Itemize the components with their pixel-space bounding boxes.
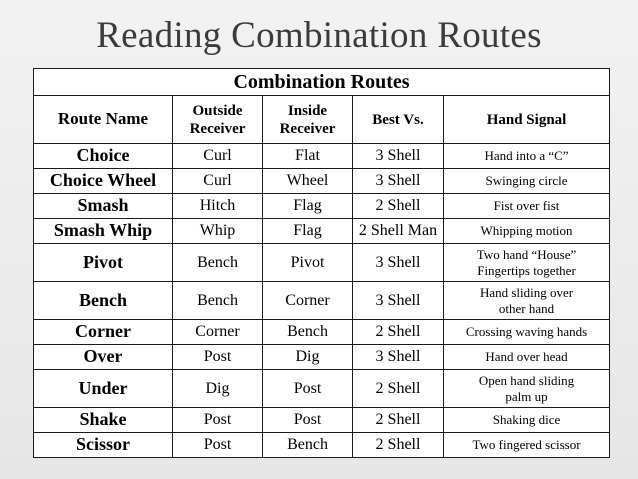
table-row (34, 244, 610, 282)
route-name-cell: Choice (34, 144, 173, 169)
route-name-cell: Bench (34, 282, 173, 320)
header-best-vs: Best Vs. (353, 96, 444, 144)
table-row (34, 433, 610, 458)
route-name-cell: Shake (34, 408, 173, 433)
inside-receiver-cell: Flat (263, 144, 353, 169)
inside-receiver-cell: Post (263, 370, 353, 408)
hand-signal-line: Fist over fist (493, 198, 560, 214)
table-caption: Combination Routes (34, 69, 610, 96)
hand-signal-cell (444, 244, 610, 282)
hand-signal-cell (444, 169, 610, 194)
hand-signal-line: Hand sliding over (479, 284, 574, 300)
route-rows (34, 144, 610, 458)
inside-receiver-cell: Wheel (263, 169, 353, 194)
slide-title: Reading Combination Routes (96, 15, 542, 56)
header-inside-line-2: Receiver (279, 120, 336, 137)
hand-signal-cell (444, 219, 610, 244)
hand-signal-line: Two hand “House” (476, 246, 577, 262)
inside-receiver-cell: Dig (263, 345, 353, 370)
best-vs-cell: 3 Shell (353, 244, 444, 282)
header-inside-line-1: Inside (287, 102, 328, 119)
hand-signal-cell (444, 370, 610, 408)
best-vs-cell: 2 Shell (353, 320, 444, 345)
route-name-cell: Choice Wheel (34, 169, 173, 194)
route-name-cell: Pivot (34, 244, 173, 282)
hand-signal-line: palm up (505, 388, 548, 404)
table-row (34, 282, 610, 320)
hand-signal-cell (444, 282, 610, 320)
hand-signal-line: Fingertips together (477, 262, 576, 278)
inside-receiver-cell: Post (263, 408, 353, 433)
hand-signal-line: Hand over head (485, 349, 568, 365)
table-row (34, 320, 610, 345)
hand-signal-line: Crossing waving hands (465, 324, 588, 340)
hand-signal-line: Whipping motion (480, 223, 573, 239)
outside-receiver-cell: Dig (173, 370, 263, 408)
hand-signal-line: Open hand sliding (478, 372, 575, 388)
combination-routes-table (33, 68, 610, 458)
hand-signal-cell (444, 433, 610, 458)
route-name-cell: Corner (34, 320, 173, 345)
best-vs-cell: 3 Shell (353, 144, 444, 169)
inside-receiver-cell: Bench (263, 433, 353, 458)
outside-receiver-cell: Post (173, 433, 263, 458)
route-name-cell: Over (34, 345, 173, 370)
inside-receiver-cell: Bench (263, 320, 353, 345)
best-vs-cell: 2 Shell (353, 370, 444, 408)
route-name-cell: Scissor (34, 433, 173, 458)
outside-receiver-cell: Curl (173, 169, 263, 194)
route-name-cell: Smash (34, 194, 173, 219)
table-row (34, 408, 610, 433)
hand-signal-line: Shaking dice (492, 412, 561, 428)
best-vs-cell: 3 Shell (353, 169, 444, 194)
inside-receiver-cell: Corner (263, 282, 353, 320)
outside-receiver-cell: Post (173, 408, 263, 433)
outside-receiver-cell: Curl (173, 144, 263, 169)
header-route-name: Route Name (34, 96, 173, 144)
hand-signal-cell (444, 194, 610, 219)
header-outside-line-1: Outside (192, 102, 243, 119)
outside-receiver-cell: Bench (173, 244, 263, 282)
best-vs-cell: 2 Shell Man (353, 219, 444, 244)
table-row (34, 144, 610, 169)
header-outside-receiver (173, 96, 263, 144)
route-name-cell: Under (34, 370, 173, 408)
hand-signal-cell (444, 408, 610, 433)
outside-receiver-cell: Post (173, 345, 263, 370)
hand-signal-line: Swinging circle (485, 173, 568, 189)
hand-signal-cell (444, 144, 610, 169)
inside-receiver-cell: Flag (263, 194, 353, 219)
outside-receiver-cell: Corner (173, 320, 263, 345)
hand-signal-line: other hand (498, 300, 555, 316)
table-row (34, 219, 610, 244)
hand-signal-cell (444, 345, 610, 370)
best-vs-cell: 3 Shell (353, 345, 444, 370)
header-inside-receiver (263, 96, 353, 144)
table-header-row (34, 96, 610, 144)
inside-receiver-cell: Pivot (263, 244, 353, 282)
hand-signal-cell (444, 320, 610, 345)
best-vs-cell: 2 Shell (353, 433, 444, 458)
outside-receiver-cell: Bench (173, 282, 263, 320)
best-vs-cell: 3 Shell (353, 282, 444, 320)
table-row (34, 370, 610, 408)
hand-signal-line: Two fingered scissor (472, 437, 581, 453)
route-name-cell: Smash Whip (34, 219, 173, 244)
table-caption-row (34, 69, 610, 96)
outside-receiver-cell: Whip (173, 219, 263, 244)
inside-receiver-cell: Flag (263, 219, 353, 244)
header-hand-signal: Hand Signal (444, 96, 610, 144)
table-row (34, 345, 610, 370)
outside-receiver-cell: Hitch (173, 194, 263, 219)
best-vs-cell: 2 Shell (353, 194, 444, 219)
header-outside-line-2: Receiver (189, 120, 246, 137)
hand-signal-line: Hand into a “C” (484, 148, 569, 164)
best-vs-cell: 2 Shell (353, 408, 444, 433)
table-row (34, 194, 610, 219)
table-row (34, 169, 610, 194)
